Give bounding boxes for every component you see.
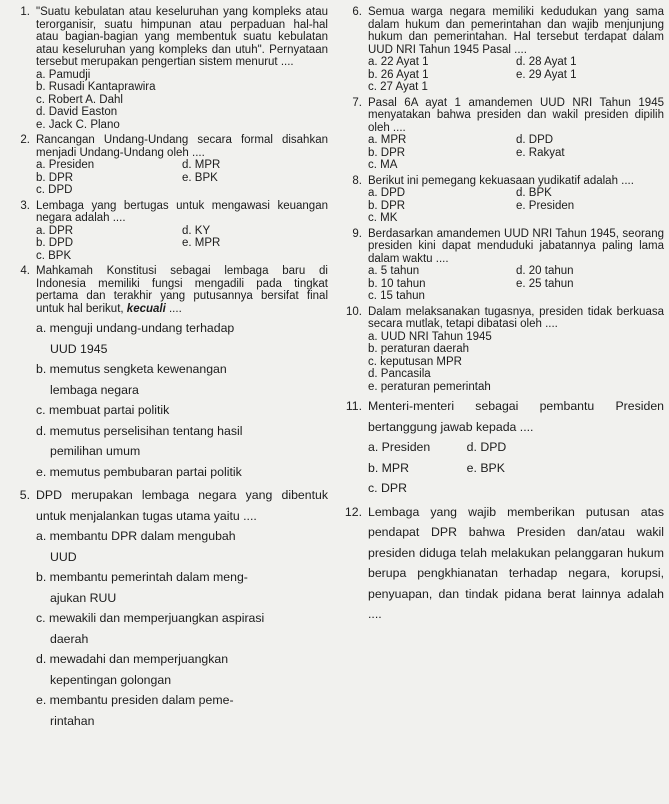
question-text: Rancangan Undang-Undang secara formal disahkan menjadi Undang-Undang oleh .... xyxy=(36,134,328,159)
question-text: Berdasarkan amandemen UUD NRI Tahun 1945, seorang presiden kini dapat menduduki jabatannya paling lama dalam waktu .... xyxy=(368,227,664,265)
option-e[interactable]: e. 29 Ayat 1 xyxy=(516,68,577,81)
option-c-line1: c. membuat partai politik xyxy=(36,403,170,417)
option-d[interactable]: d. 20 tahun xyxy=(516,265,574,277)
question-7 xyxy=(338,97,664,172)
option-b[interactable]: b. DPR xyxy=(368,146,406,159)
option-a[interactable]: a. Presiden xyxy=(36,159,95,171)
option-e[interactable] xyxy=(36,462,328,483)
question-4 xyxy=(6,265,328,315)
option-c[interactable]: c. DPD xyxy=(36,184,73,196)
option-c[interactable]: c. Robert A. Dahl xyxy=(36,93,123,106)
question-10 xyxy=(338,306,664,394)
option-e-line2: rintahan xyxy=(50,713,95,728)
option-a-line2: UUD 1945 xyxy=(50,341,108,356)
question-number: 1. xyxy=(20,6,30,18)
options xyxy=(338,437,664,499)
option-c[interactable] xyxy=(36,608,328,649)
options xyxy=(338,134,664,172)
option-a[interactable]: a. DPD xyxy=(368,187,406,199)
option-d[interactable]: d. DPD xyxy=(466,440,507,454)
question-text: "Suatu kebulatan atau keseluruhan yang kompleks atau terorganisir, suatu himpunan atau perpaduan hal-hal atau bagian-bagian yang membentuk suatu kebulatan atau keseluruhan yang kompleks dan utuh". Pernyataan tersebut merupakan pengertian sistem menurut .... xyxy=(36,6,328,68)
options xyxy=(338,56,664,94)
options xyxy=(6,526,328,731)
option-d[interactable]: d. MPR xyxy=(182,159,221,171)
option-c-line1: c. mewakili dan memperjuangkan aspirasi xyxy=(36,611,265,625)
question-text: Menteri-menteri sebagai pembantu Presiden bertanggung jawab kepada .... xyxy=(368,399,664,434)
option-a[interactable]: a. MPR xyxy=(368,134,407,146)
option-e[interactable]: e. BPK xyxy=(466,460,505,475)
option-e-line1: e. memutus pembubaran partai politik xyxy=(36,464,242,479)
option-e[interactable]: e. peraturan pemerintah xyxy=(368,380,491,393)
option-b[interactable]: b. 26 Ayat 1 xyxy=(368,68,429,81)
option-a[interactable]: a. UUD NRI Tahun 1945 xyxy=(368,330,492,343)
options xyxy=(338,265,664,303)
question-text-main: Mahkamah Konstitusi sebagai lembaga baru di Indonesia memiliki fungsi mengadili pada tingkat pertama dan terakhir yang putusannya bersifat final untuk hal berikut, xyxy=(36,265,328,315)
question-text: Lembaga yang wajib memberikan putusan atas pendapat DPR bahwa Presiden dan/atau wakil presiden diduga telah melakukan pelanggaran hukum berupa pengkhianatan terhadap negara, korupsi, penyuapan, dan tindak pidana berat lainnya adalah .... xyxy=(368,504,664,621)
option-c[interactable]: c. 27 Ayat 1 xyxy=(368,81,428,93)
option-e[interactable]: e. 25 tahun xyxy=(516,277,574,290)
left-column xyxy=(6,6,328,734)
option-b[interactable]: b. peraturan daerah xyxy=(368,343,470,355)
question-number: 2. xyxy=(20,134,30,146)
option-a[interactable] xyxy=(36,526,328,567)
question-number: 11. xyxy=(345,399,362,413)
option-b[interactable]: b. DPD xyxy=(36,237,74,249)
option-b-line1: b. membantu pemerintah dalam meng- xyxy=(36,570,248,584)
option-b[interactable]: b. DPR xyxy=(36,171,74,184)
question-9 xyxy=(338,228,664,303)
right-column xyxy=(338,6,664,628)
question-1 xyxy=(6,6,328,131)
question-8 xyxy=(338,175,664,225)
option-c[interactable]: c. MA xyxy=(368,159,398,171)
option-e[interactable]: e. Presiden xyxy=(516,199,575,212)
question-3 xyxy=(6,200,328,263)
option-c[interactable]: c. MK xyxy=(368,212,398,224)
option-d[interactable]: d. Pancasila xyxy=(368,368,431,380)
question-number: 4. xyxy=(20,265,30,277)
question-text xyxy=(36,265,328,315)
option-d-line2: kepentingan golongan xyxy=(50,672,172,687)
question-text: Semua warga negara memiliki kedudukan yang sama dalam hukum dan pemerintahan dan wajib menjunjung hukum dan pemerintahan. Hal tersebut terdapat dalam UUD NRI Tahun 1945 Pasal .... xyxy=(368,6,664,56)
option-e[interactable]: e. Rakyat xyxy=(516,146,565,159)
question-text: Berikut ini pemegang kekuasaan yudikatif adalah .... xyxy=(368,174,634,187)
question-4-options xyxy=(6,318,328,482)
question-text: Dalam melaksanakan tugasnya, presiden tidak berkuasa secara mutlak, tetapi dibatasi oleh .... xyxy=(368,305,664,330)
question-text: Lembaga yang bertugas untuk mengawasi keuangan negara adalah .... xyxy=(36,199,328,224)
question-text: DPD merupakan lembaga negara yang dibentuk untuk menjalankan tugas utama yaitu .... xyxy=(36,488,328,523)
question-text-end: .... xyxy=(165,302,182,315)
option-e[interactable] xyxy=(36,690,328,731)
option-d[interactable]: d. KY xyxy=(182,224,211,237)
question-5 xyxy=(6,485,328,731)
option-a-line1: a. membantu DPR dalam mengubah xyxy=(36,529,236,543)
question-number: 8. xyxy=(352,174,362,187)
options xyxy=(6,225,328,263)
option-a[interactable]: a. Presiden xyxy=(368,440,431,454)
option-b[interactable]: b. 10 tahun xyxy=(368,277,426,290)
option-a[interactable]: a. DPR xyxy=(36,224,74,237)
option-e-line1: e. membantu presiden dalam peme- xyxy=(36,693,234,707)
option-c-line2: daerah xyxy=(50,631,89,646)
option-a[interactable]: a. 5 tahun xyxy=(368,265,420,277)
option-d[interactable]: d. BPK xyxy=(516,187,552,199)
option-b[interactable]: b. DPR xyxy=(368,199,406,212)
option-d[interactable] xyxy=(36,421,328,462)
option-d[interactable]: d. DPD xyxy=(516,134,554,146)
option-c[interactable]: c. keputusan MPR xyxy=(368,355,462,368)
option-c[interactable]: c. 15 tahun xyxy=(368,290,425,302)
option-a-line2: UUD xyxy=(50,549,77,564)
option-a[interactable]: a. 22 Ayat 1 xyxy=(368,56,429,68)
option-e[interactable]: e. MPR xyxy=(182,237,221,249)
option-a[interactable] xyxy=(36,318,328,359)
question-number: 12. xyxy=(344,504,362,519)
options xyxy=(338,187,664,225)
option-b-line1: b. memutus sengketa kewenangan xyxy=(36,362,227,376)
question-number: 3. xyxy=(20,199,30,212)
option-b[interactable] xyxy=(36,567,328,608)
option-a[interactable]: a. Pamudji xyxy=(36,68,91,81)
question-6 xyxy=(338,6,664,94)
options xyxy=(6,159,328,197)
option-b[interactable] xyxy=(36,359,328,400)
options xyxy=(338,331,664,394)
question-text-emphasis: kecuali xyxy=(126,302,166,315)
option-d[interactable] xyxy=(36,649,328,690)
question-text: Pasal 6A ayat 1 amandemen UUD NRI Tahun 1945 menyatakan bahwa presiden dan wakil presiden dipilih oleh .... xyxy=(368,96,664,134)
option-b[interactable]: b. Rusadi Kantaprawira xyxy=(36,81,156,93)
question-11 xyxy=(338,396,664,499)
question-12 xyxy=(338,502,664,625)
option-b[interactable]: b. MPR xyxy=(368,460,409,475)
options xyxy=(6,69,328,132)
option-b-line2: ajukan RUU xyxy=(50,590,117,605)
option-e[interactable]: e. BPK xyxy=(182,171,218,184)
option-d[interactable]: d. David Easton xyxy=(36,106,118,118)
question-number: 7. xyxy=(352,96,362,109)
option-b-line2: lembaga negara xyxy=(50,382,139,397)
option-c[interactable] xyxy=(36,400,328,421)
question-number: 5. xyxy=(19,488,30,502)
option-d[interactable]: d. 28 Ayat 1 xyxy=(516,56,577,68)
question-number: 6. xyxy=(352,6,362,18)
question-number: 9. xyxy=(352,227,362,240)
option-a-line1: a. menguji undang-undang terhadap xyxy=(36,321,235,335)
question-number: 10. xyxy=(346,305,362,318)
option-e[interactable]: e. Jack C. Plano xyxy=(36,118,120,131)
option-c[interactable]: c. DPR xyxy=(368,481,407,495)
options xyxy=(6,318,328,482)
option-c[interactable]: c. BPK xyxy=(36,249,72,262)
option-d-line2: pemilihan umum xyxy=(50,444,141,458)
option-d-line1: d. memutus perselisihan tentang hasil xyxy=(36,423,243,438)
option-d-line1: d. mewadahi dan memperjuangkan xyxy=(36,652,229,666)
question-2 xyxy=(6,134,328,197)
